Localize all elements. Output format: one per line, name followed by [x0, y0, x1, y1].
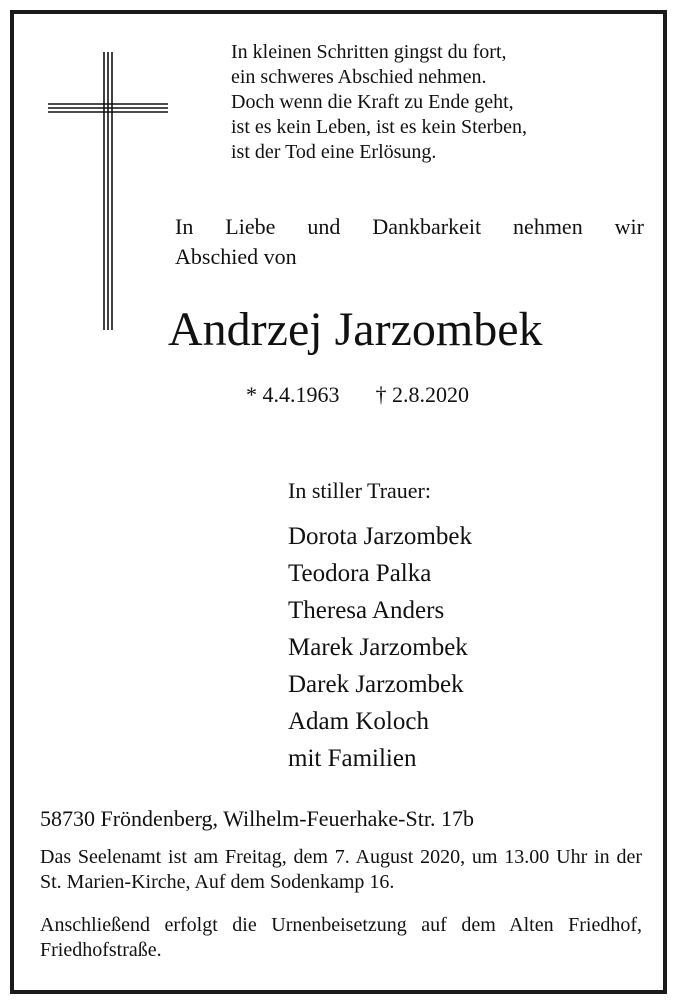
burial-info: Anschließend erfolgt die Urnenbeisetzung auf dem Alten Friedhof, Friedhofstraße.	[40, 914, 642, 961]
list-item: Dorota Jarzombek	[288, 523, 472, 550]
intro-line-2: Abschied von	[175, 244, 297, 269]
poem-line: In kleinen Schritten gingst du fort,	[231, 41, 507, 63]
list-item: Theresa Anders	[288, 597, 445, 624]
cross-icon	[48, 52, 168, 332]
intro-line-1: In Liebe und Dankbarkeit nehmen wir	[175, 214, 644, 239]
poem	[231, 40, 527, 165]
poem-line: ist der Tod eine Erlösung.	[231, 141, 437, 163]
birth-date: * 4.4.1963	[246, 382, 340, 407]
mourning-heading: In stiller Trauer:	[288, 478, 431, 503]
list-item: Marek Jarzombek	[288, 634, 468, 661]
list-item: Darek Jarzombek	[288, 671, 464, 698]
poem-line: ist es kein Leben, ist es kein Sterben,	[231, 116, 528, 138]
life-dates	[246, 380, 469, 410]
list-item: mit Familien	[288, 745, 417, 772]
list-item: Adam Koloch	[288, 708, 429, 735]
deceased-name: Andrzej Jarzombek	[168, 303, 543, 356]
intro-text	[175, 212, 644, 272]
list-item: Teodora Palka	[288, 560, 432, 587]
address: 58730 Fröndenberg, Wilhelm-Feuerhake-Str. 17b	[40, 806, 474, 831]
poem-line: ein schweres Abschied nehmen.	[231, 66, 487, 88]
mourners-list	[288, 518, 472, 777]
death-date: † 2.8.2020	[375, 382, 469, 407]
poem-line: Doch wenn die Kraft zu Ende geht,	[231, 91, 514, 113]
service-info: Das Seelenamt ist am Freitag, dem 7. August 2020, um 13.00 Uhr in der St. Marien-Kirche, Auf dem Sodenkamp 16.	[40, 846, 642, 893]
